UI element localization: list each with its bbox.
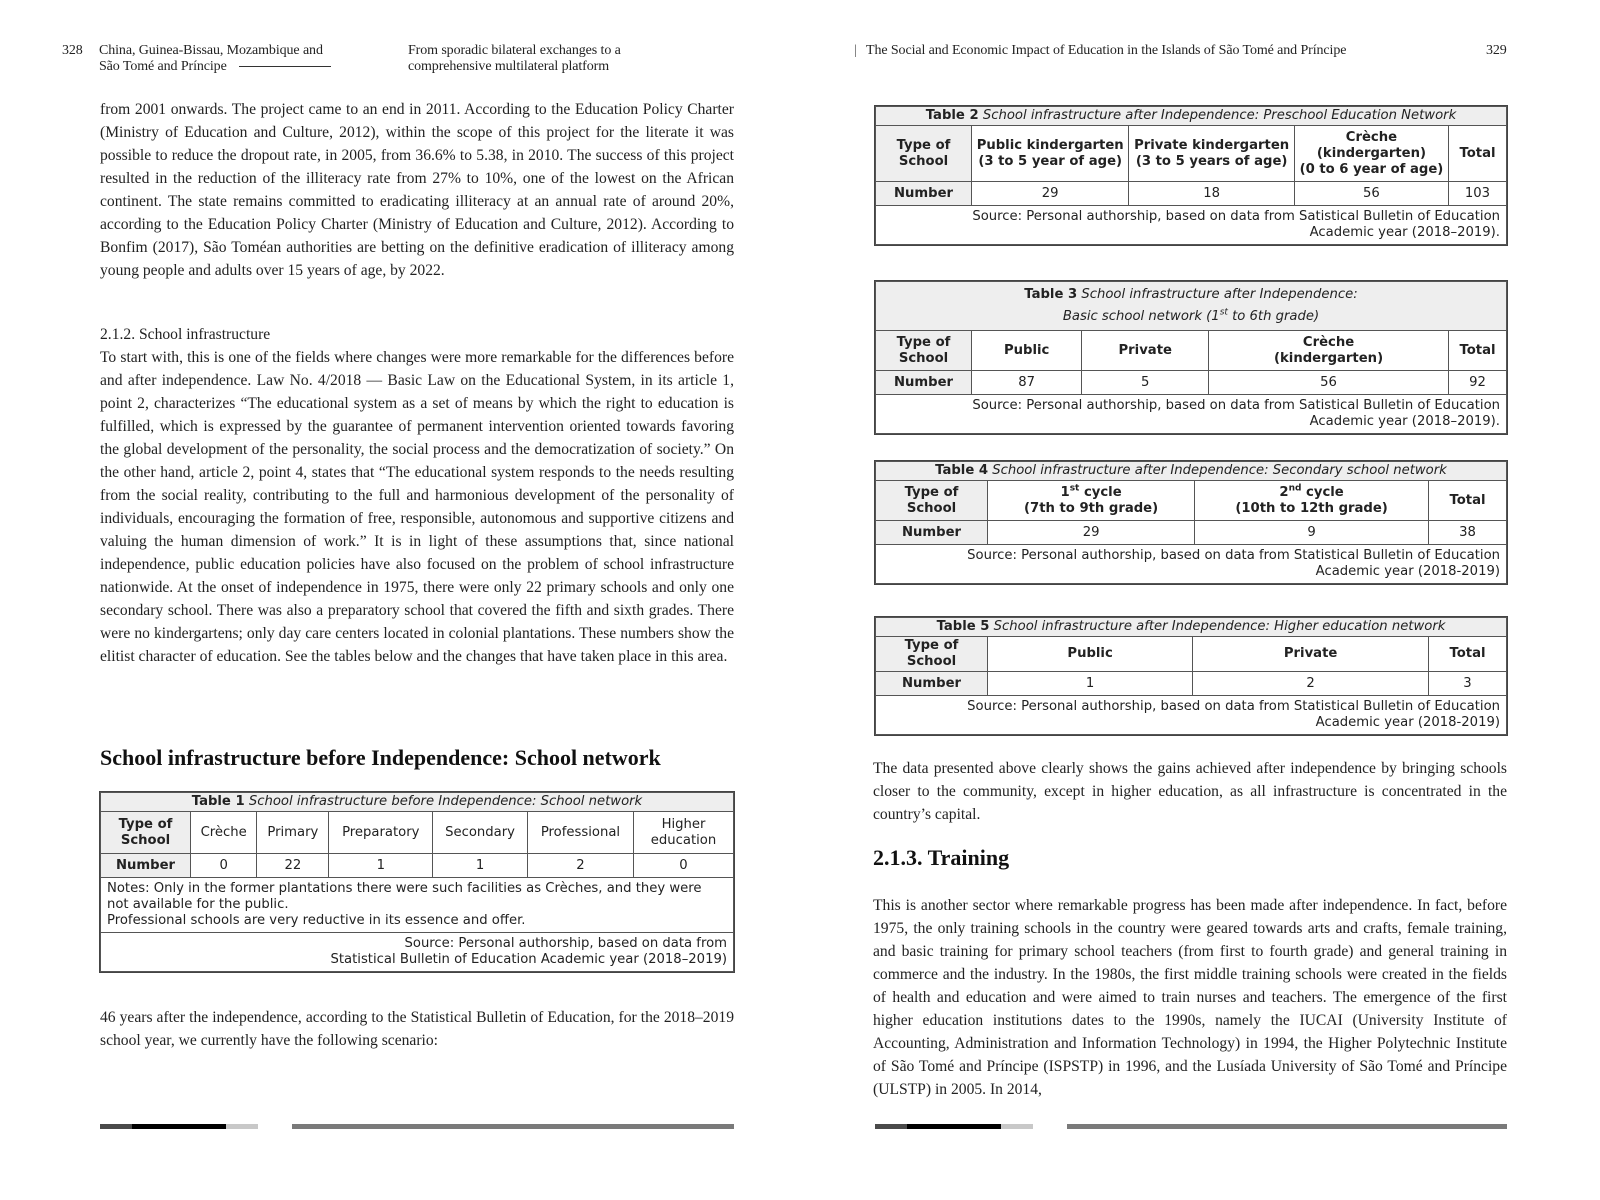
table-source: Source: Personal authorship, based on data from Satistical Bulletin of Education Academic year (2018–2019). [876,395,1507,434]
row-header-type: Type of School [876,331,972,371]
row-header-number: Number [876,371,972,395]
footer-bar-segment [226,1124,258,1129]
column-header: Crèche (kindergarten) (0 to 6 year of age) [1294,126,1448,182]
chapter-title-line-1: From sporadic bilateral exchanges to a [408,43,621,58]
page-number: 329 [1486,43,1507,58]
column-header: Primary [257,812,329,854]
header-separator: | [854,43,857,58]
column-header: Total [1449,126,1507,182]
page-number: 328 [62,43,83,58]
table-1 [100,792,734,972]
table-cell: 56 [1294,182,1448,206]
column-header: Secondary [433,812,528,854]
table-cell: 2 [527,854,633,878]
footer-bar-segment [1001,1124,1033,1129]
table-2 [875,106,1507,245]
paragraph-illiteracy: from 2001 onwards. The project came to an end in 2011. According to the Education Policy Charter (Ministry of Education and Culture, 2012), within the scope of this project for the literate it was possible to reduce the dropout rate, in 2005, from 36.6% to 5.38, in 2010. The success of this project resulted in the reduction of the illiteracy rate from 27% to 10%, one of the lowest on the African continent. The state remains committed to eradicating illiteracy at an annual rate of around 20%, according to the Education Policy Charter (Ministry of Education and Culture, 2012). According to Bonfim (2017), São Toméan authorities are betting on the definitive eradication of illiteracy among young people and adults over 15 years of age, by 2022. [100,101,734,279]
table-source: Source: Personal authorship, based on data from Satistical Bulletin of Education Academic year (2018–2019). [876,206,1507,245]
column-header: Public [972,331,1082,371]
table-cell: 18 [1129,182,1295,206]
table-cell: 38 [1429,521,1507,545]
table-cell: 92 [1449,371,1507,395]
column-header: Crèche [191,812,257,854]
paragraph-gains: The data presented above clearly shows the gains achieved after independence by bringing schools closer to the community, except in higher education, as all infrastructure is concentrated in the country’s capital. [873,760,1507,823]
column-header: Public [988,637,1193,672]
column-header: Crèche (kindergarten) [1209,331,1449,371]
table-cell: 1 [988,672,1193,696]
running-head-chapter-title [408,43,688,75]
row-header-number: Number [876,521,988,545]
row-header-number: Number [876,672,988,696]
running-head-chapter-title: The Social and Economic Impact of Education in the Islands of São Tomé and Príncipe [866,43,1347,58]
section-title-training: 2.1.3. Training [873,845,1010,870]
footer-bar-long [1067,1124,1507,1129]
table-cell: 2 [1193,672,1429,696]
table-cell: 87 [972,371,1082,395]
paragraph-infrastructure: To start with, this is one of the fields where changes were more remarkable for the differences before and after independence. Law No. 4/2018 — Basic Law on the Educational System, in its article 1, point 2, characterizes “The educational system as a set of means by which the right to education is fulfilled, which is expressed by the guarantee of permanent intervention oriented towards favoring the global development of the personality, the social process and the democratization of society.” On the other hand, article 2, point 4, states that “The educational system responds to the needs resulting from the social reality, contributing to the full and harmonious development of the personality of individuals, encouraging the formation of free, responsible, autonomous and supportive citizens and valuing the human dimension of work.” It is in light of these assumptions that, since national independence, public education policies have also focused on the problem of school infrastructure nationwide. At the onset of independence in 1975, there were only 22 primary schools and only one secondary school. There was also a preparatory school that covered the fifth and sixth grades. There were no kindergartens; only day care centers located in colonial plantations. These numbers show the elitist character of education. See the tables below and the changes that have taken place in this area. [100,349,734,665]
right-page [800,0,1600,1200]
column-header: Preparatory [329,812,433,854]
column-header: Total [1429,637,1507,672]
footer-bar-segment [907,1124,1001,1129]
row-header-number: Number [101,854,191,878]
row-header-type: Type of School [876,126,972,182]
column-header: Private [1193,637,1429,672]
row-header-number: Number [876,182,972,206]
table-caption: Table 3 School infrastructure after Independence: Basic school network (1st to 6th grade) [876,282,1507,331]
column-header: Total [1429,481,1507,521]
subsection-heading: 2.1.2. School infrastructure [100,326,271,343]
table-cell: 5 [1082,371,1209,395]
table-source: Source: Personal authorship, based on data from Statistical Bulletin of Education Academic year (2018–2019) [101,933,734,972]
column-header: Higher education [634,812,734,854]
table-cell: 0 [634,854,734,878]
book-title-line-2: São Tomé and Príncipe [99,59,227,74]
table-caption: Table 2 School infrastructure after Independence: Preschool Education Network [876,107,1507,126]
table-cell: 29 [972,182,1129,206]
running-head-book-title [99,43,359,75]
chapter-title-line-2: comprehensive multilateral platform [408,59,609,74]
column-header: Total [1449,331,1507,371]
table-caption-text: School infrastructure before Independence: School network [248,794,643,809]
table-caption [101,793,734,812]
section-title: School infrastructure before Independence: School network [100,745,661,770]
school-infrastructure-section [100,323,734,668]
row-header-type: Type of School [876,481,988,521]
footer-bar-segment [132,1124,226,1129]
table-cell: 1 [433,854,528,878]
column-header: Professional [527,812,633,854]
table-cell: 9 [1195,521,1429,545]
paragraph-training: This is another sector where remarkable progress has been made after independence. In fact, before 1975, the only training schools in the country were geared towards arts and crafts, female training, and basic training for primary school teachers (from first to fourth grade) and general training in commerce and the industry. In the 1980s, the first middle training schools were created in the fields of health and education and were aimed to train nurses and teachers. The emergence of the first higher education institutions dates to the 1990s, namely the IUCAI (University Institute of Accounting, Administration and Information Technology) in 1994, the Higher Polytechnic Institute of São Tomé and Príncipe (ISPSTP) in 1996, and the Lusíada University of São Tomé and Príncipe (ULSTP) in 2005. In 2014, [873,897,1507,1098]
paragraph-scenario: 46 years after the independence, according to the Statistical Bulletin of Education, for the 2018–2019 school year, we currently have the following scenario: [100,1009,734,1049]
table-source: Source: Personal authorship, based on data from Statistical Bulletin of Education Academic year (2018-2019) [876,696,1507,735]
table-source: Source: Personal authorship, based on data from Statistical Bulletin of Education Academic year (2018-2019) [876,545,1507,584]
column-header: 2nd cycle (10th to 12th grade) [1195,481,1429,521]
table-5 [875,617,1507,735]
header-rule [239,66,331,67]
row-header-type: Type of School [101,812,191,854]
table-caption: Table 4 School infrastructure after Independence: Secondary school network [876,462,1507,481]
table-cell: 103 [1449,182,1507,206]
table-cell: 29 [988,521,1195,545]
column-header: Private [1082,331,1209,371]
table-cell: 0 [191,854,257,878]
footer-bar-segment [100,1124,132,1129]
column-header: Private kindergarten (3 to 5 years of age) [1129,126,1295,182]
footer-bar-segment [875,1124,907,1129]
table-notes: Notes: Only in the former plantations there were such facilities as Crèches, and they were not available for the public. Professional schools are very reductive in its essence and offer. [101,878,734,933]
book-title-line-1: China, Guinea-Bissau, Mozambique and [99,43,323,58]
table-cell: 22 [257,854,329,878]
table-cell: 56 [1209,371,1449,395]
column-header: 1st cycle (7th to 9th grade) [988,481,1195,521]
column-header: Public kindergarten (3 to 5 year of age) [972,126,1129,182]
table-cell: 3 [1429,672,1507,696]
row-header-type: Type of School [876,637,988,672]
footer-bar-long [292,1124,734,1129]
table-caption: Table 5 School infrastructure after Independence: Higher education network [876,618,1507,637]
table-cell: 1 [329,854,433,878]
table-4 [875,461,1507,584]
table-label: Table 1 [191,794,245,809]
table-3 [875,281,1507,434]
